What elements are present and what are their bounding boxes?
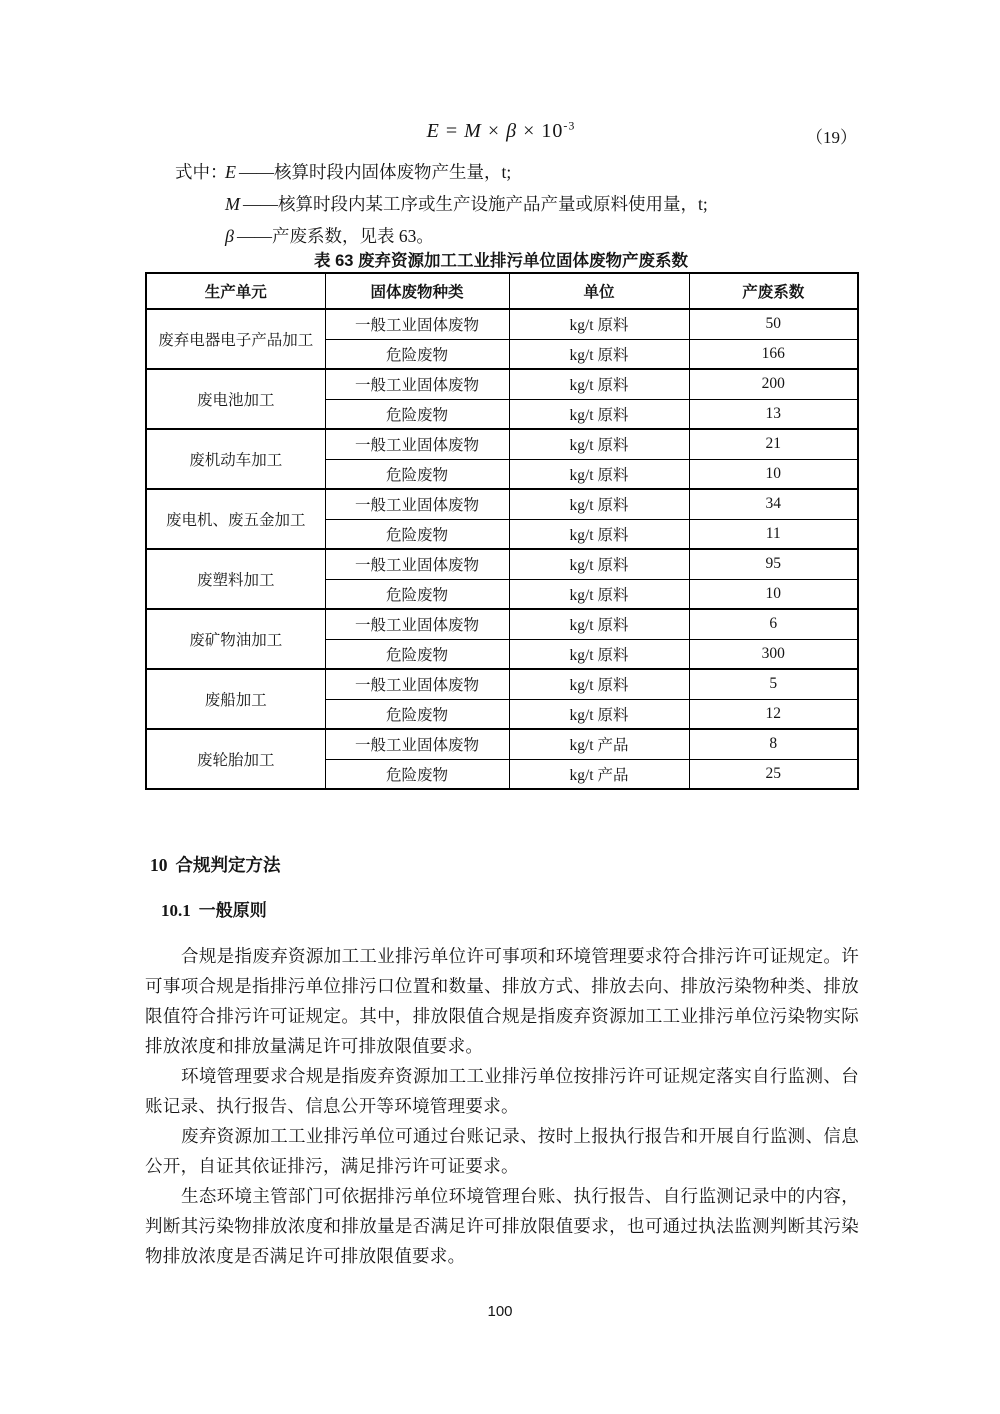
page-number: 100: [487, 1303, 513, 1320]
times-sign: ×: [487, 120, 501, 142]
coefficient-cell: 13: [689, 399, 858, 429]
where-label: 式中：: [175, 162, 228, 182]
body-text: [145, 941, 859, 1271]
waste-type-cell: 危险废物: [325, 459, 509, 489]
waste-type-cell: 一般工业固体废物: [325, 609, 509, 639]
waste-type-cell: 危险废物: [325, 399, 509, 429]
coefficient-cell: 300: [689, 639, 858, 669]
paragraph: 生态环境主管部门可依据排污单位环境管理台账、执行报告、自行监测记录中的内容，判断其污染物排放浓度和排放量是否满足许可排放限值要求，也可通过执法监测判断其污染物排放浓度是否满足许可排放限值要求。: [145, 1186, 859, 1266]
paragraph: 环境管理要求合规是指废弃资源加工工业排污单位按排污许可证规定落实自行监测、台账记录、执行报告、信息公开等环境管理要求。: [145, 1066, 859, 1116]
unit-cell: kg/t 原料: [509, 429, 689, 459]
waste-type-cell: 一般工业固体废物: [325, 669, 509, 699]
header-coefficient: 产废系数: [689, 273, 858, 309]
unit-cell: kg/t 原料: [509, 489, 689, 519]
paragraph: 合规是指废弃资源加工工业排污单位许可事项和环境管理要求符合排污许可证规定。许可事项合规是指排污单位排污口位置和数量、排放方式、排放去向、排放污染物种类、排放限值符合排污许可证规定。其中，排放限值合规是指废弃资源加工工业排污单位污染物实际排放浓度和排放量满足许可排放限值要求。: [145, 946, 859, 1056]
header-unit: 单位: [509, 273, 689, 309]
section-title: 合规判定方法: [175, 855, 281, 875]
unit-cell: kg/t 原料: [509, 579, 689, 609]
table-row: [146, 309, 858, 339]
unit-cell: kg/t 原料: [509, 309, 689, 339]
waste-type-cell: 危险废物: [325, 699, 509, 729]
coefficient-cell: 11: [689, 519, 858, 549]
coefficient-cell: 50: [689, 309, 858, 339]
table-row: [146, 609, 858, 639]
production-unit-cell: 废塑料加工: [146, 549, 325, 609]
definition-dash: ——: [236, 226, 272, 246]
table-header: [146, 273, 858, 309]
formula-var-E: E: [426, 120, 440, 142]
unit-cell: kg/t 原料: [509, 699, 689, 729]
definition-text: 核算时段内某工序或生产设施产品产量或原料使用量，t;: [278, 194, 708, 214]
table-row: [146, 549, 858, 579]
definition-symbol: β: [225, 226, 234, 246]
definition-symbol: E: [225, 162, 236, 182]
definition-symbol: M: [225, 194, 240, 214]
definition-line: [175, 156, 865, 188]
unit-cell: kg/t 原料: [509, 399, 689, 429]
production-unit-cell: 废电池加工: [146, 369, 325, 429]
definition-dash: ——: [243, 194, 278, 214]
waste-type-cell: 一般工业固体废物: [325, 489, 509, 519]
waste-type-cell: 一般工业固体废物: [325, 729, 509, 759]
coefficient-cell: 10: [689, 459, 858, 489]
waste-type-cell: 危险废物: [325, 639, 509, 669]
section-number: 10.1: [161, 901, 191, 920]
times-sign: ×: [523, 120, 536, 142]
formula-var-beta: β: [506, 120, 518, 142]
unit-cell: kg/t 原料: [509, 459, 689, 489]
equation-19: [145, 118, 857, 147]
section-heading-10-1: [161, 896, 267, 921]
unit-cell: kg/t 原料: [509, 549, 689, 579]
coefficient-cell: 34: [689, 489, 858, 519]
unit-cell: kg/t 产品: [509, 759, 689, 789]
formula-var-M: M: [464, 120, 482, 142]
table-row: [146, 369, 858, 399]
waste-type-cell: 危险废物: [325, 339, 509, 369]
unit-cell: kg/t 原料: [509, 669, 689, 699]
waste-type-cell: 危险废物: [325, 579, 509, 609]
waste-type-cell: 危险废物: [325, 759, 509, 789]
unit-cell: kg/t 原料: [509, 609, 689, 639]
production-unit-cell: 废电机、废五金加工: [146, 489, 325, 549]
equals-sign: =: [445, 120, 459, 142]
waste-type-cell: 一般工业固体废物: [325, 429, 509, 459]
header-waste-type: 固体废物种类: [325, 273, 509, 309]
coefficient-cell: 95: [689, 549, 858, 579]
table-row: [146, 489, 858, 519]
production-unit-cell: 废船加工: [146, 669, 325, 729]
paragraph: 废弃资源加工工业排污单位可通过台账记录、按时上报执行报告和开展自行监测、信息公开，自证其依证排污，满足排污许可证要求。: [145, 1126, 859, 1176]
production-unit-cell: 废矿物油加工: [146, 609, 325, 669]
table-63-title: 表 63 废弃资源加工工业排污单位固体废物产废系数: [313, 252, 689, 270]
definition-text: 产废系数，见表 63。: [271, 226, 434, 246]
waste-type-cell: 危险废物: [325, 519, 509, 549]
section-number: 10: [150, 855, 168, 875]
production-unit-cell: 废机动车加工: [146, 429, 325, 489]
equation-expression: [427, 120, 576, 142]
definition-dash: ——: [239, 162, 274, 182]
coefficient-cell: 21: [689, 429, 858, 459]
table-row: [146, 729, 858, 759]
production-unit-cell: 废弃电器电子产品加工: [146, 309, 325, 369]
coefficient-cell: 200: [689, 369, 858, 399]
where-label-spacer: [175, 188, 225, 220]
table-header-row: [146, 273, 858, 309]
equation-number: （19）: [806, 128, 857, 147]
unit-cell: kg/t 产品: [509, 729, 689, 759]
formula-base: 10: [541, 120, 564, 142]
unit-cell: kg/t 原料: [509, 369, 689, 399]
coefficient-cell: 25: [689, 759, 858, 789]
table-row: [146, 429, 858, 459]
coefficient-cell: 6: [689, 609, 858, 639]
formula-exponent: -3: [563, 118, 576, 133]
coefficient-cell: 5: [689, 669, 858, 699]
header-production-unit: 生产单元: [146, 273, 325, 309]
table-body: [146, 309, 858, 789]
coefficient-cell: 166: [689, 339, 858, 369]
table-row: [146, 669, 858, 699]
unit-cell: kg/t 原料: [509, 639, 689, 669]
unit-cell: kg/t 原料: [509, 519, 689, 549]
waste-type-cell: 一般工业固体废物: [325, 549, 509, 579]
formula-definitions: [175, 156, 865, 252]
waste-type-cell: 一般工业固体废物: [325, 309, 509, 339]
section-heading-10: [150, 852, 281, 877]
definition-line: [175, 188, 865, 220]
unit-cell: kg/t 原料: [509, 339, 689, 369]
section-title: 一般原则: [198, 901, 267, 920]
coefficient-cell: 8: [689, 729, 858, 759]
production-unit-cell: 废轮胎加工: [146, 729, 325, 789]
table-63: [145, 272, 859, 790]
coefficient-cell: 12: [689, 699, 858, 729]
coefficient-cell: 10: [689, 579, 858, 609]
waste-type-cell: 一般工业固体废物: [325, 369, 509, 399]
definition-text: 核算时段内固体废物产生量，t;: [274, 162, 512, 182]
